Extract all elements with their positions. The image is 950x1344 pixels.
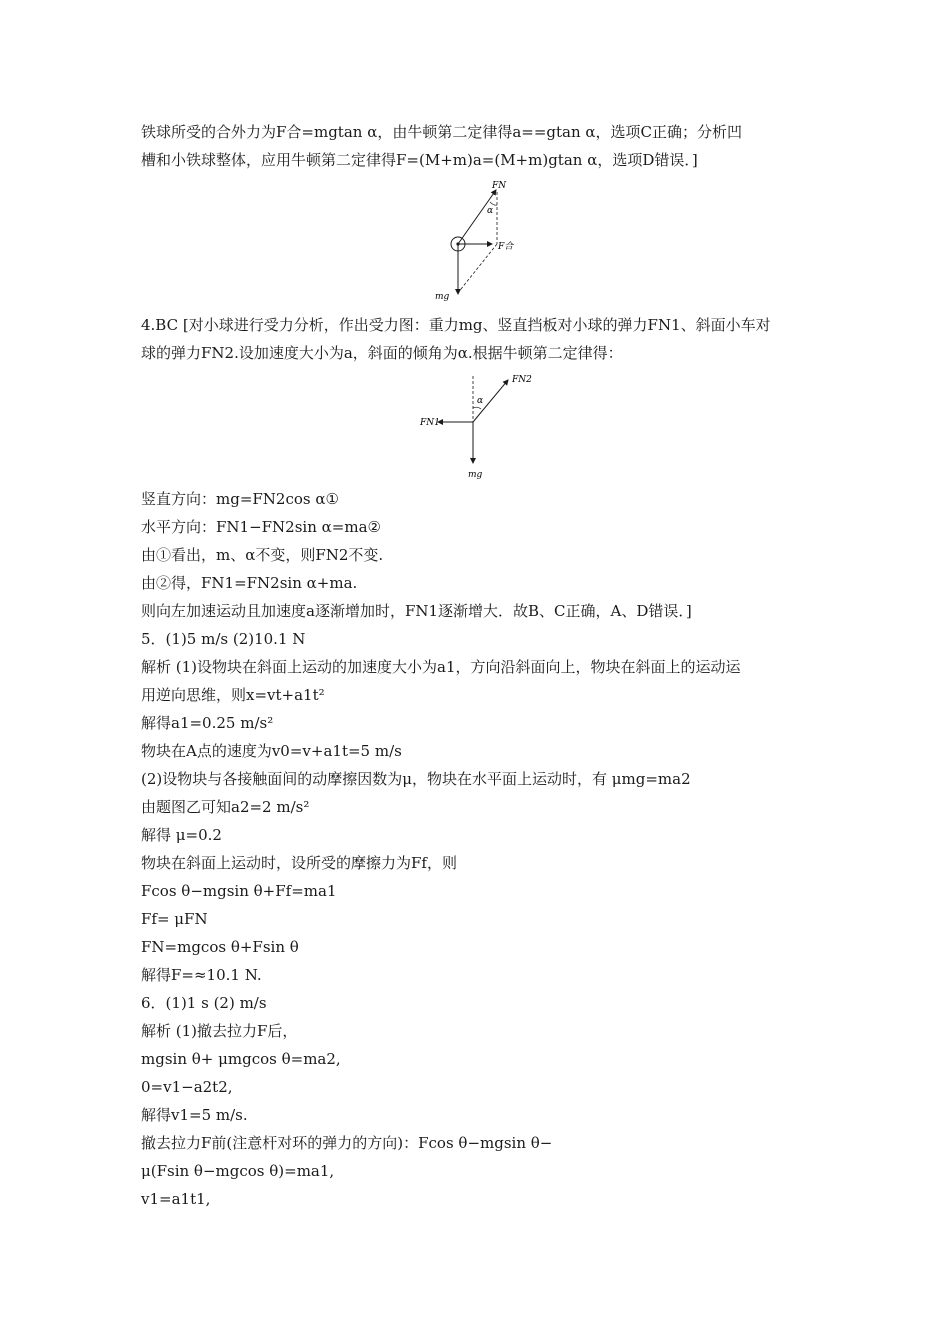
label-fhe: F合 <box>498 242 514 252</box>
text-line: 解得 μ=0.2 <box>141 826 222 844</box>
text-line: v1=a1t1, <box>141 1190 211 1208</box>
text-line: 5．(1)5 m/s (2)10.1 N <box>141 630 306 648</box>
text-line: FN=mgcos θ+Fsin θ <box>141 938 299 956</box>
text-line: Fcos θ−mgsin θ+Ff=ma1 <box>141 882 337 900</box>
text-line: 由题图乙可知a2=2 m/s² <box>141 798 310 816</box>
text-line: 槽和小铁球整体，应用牛顿第二定律得F=(M+m)a=(M+m)gtan α，选项D错误．] <box>141 151 698 169</box>
text-line: 铁球所受的合外力为F合=mgtan α，由牛顿第二定律得a==gtan α，选项C正确；分析凹 <box>141 123 743 141</box>
text-line: Ff= μFN <box>141 910 208 928</box>
label-alpha: α <box>477 396 484 406</box>
text-line: 由②得，FN1=FN2sin α+ma. <box>141 574 358 592</box>
label-alpha: α <box>487 206 494 216</box>
text-line: 解析 (1)设物块在斜面上运动的加速度大小为a1，方向沿斜面向上，物块在斜面上的运动运 <box>141 658 741 676</box>
text-line: 6．(1)1 s (2) m/s <box>141 994 267 1012</box>
text-line: 物块在A点的速度为v0=v+a1t=5 m/s <box>141 742 402 760</box>
force-diagram-ball <box>430 176 520 304</box>
label-fn1: FN1 <box>420 418 440 428</box>
text-line: 水平方向：FN1−FN2sin α=ma② <box>141 518 381 536</box>
label-mg: mg <box>435 292 450 302</box>
text-line: 物块在斜面上运动时，设所受的摩擦力为Ff，则 <box>141 854 457 872</box>
text-line: μ(Fsin θ−mgcos θ)=ma1, <box>141 1162 335 1180</box>
text-line: 用逆向思维，则x=vt+a1t² <box>141 686 325 704</box>
text-line: 解得v1=5 m/s. <box>141 1106 248 1124</box>
force-diagram-small-ball <box>418 368 538 484</box>
text-line: 由①看出，m、α不变，则FN2不变. <box>141 546 384 564</box>
text-line: (2)设物块与各接触面间的动摩擦因数为μ，物块在水平面上运动时，有 μmg=ma2 <box>141 770 691 788</box>
text-line: 解得F=≈10.1 N. <box>141 966 262 984</box>
text-line: mgsin θ+ μmgcos θ=ma2, <box>141 1050 341 1068</box>
text-line: 球的弹力FN2.设加速度大小为a，斜面的倾角为α.根据牛顿第二定律得： <box>141 344 623 362</box>
text-line: 解得a1=0.25 m/s² <box>141 714 274 732</box>
label-mg: mg <box>468 470 483 480</box>
text-line: 竖直方向：mg=FN2cos α① <box>141 490 339 508</box>
text-line: 0=v1−a2t2, <box>141 1078 233 1096</box>
label-fn: FN <box>492 181 507 191</box>
text-line: 解析 (1)撤去拉力F后， <box>141 1022 298 1040</box>
label-fn2: FN2 <box>512 375 532 385</box>
text-line: 4.BC [对小球进行受力分析，作出受力图：重力mg、竖直挡板对小球的弹力FN1、斜面小车对 <box>141 316 771 334</box>
text-line: 则向左加速运动且加速度a逐渐增加时，FN1逐渐增大．故B、C正确，A、D错误．] <box>141 602 692 620</box>
text-line: 撤去拉力F前(注意杆对环的弹力的方向)：Fcos θ−mgsin θ− <box>141 1134 553 1152</box>
